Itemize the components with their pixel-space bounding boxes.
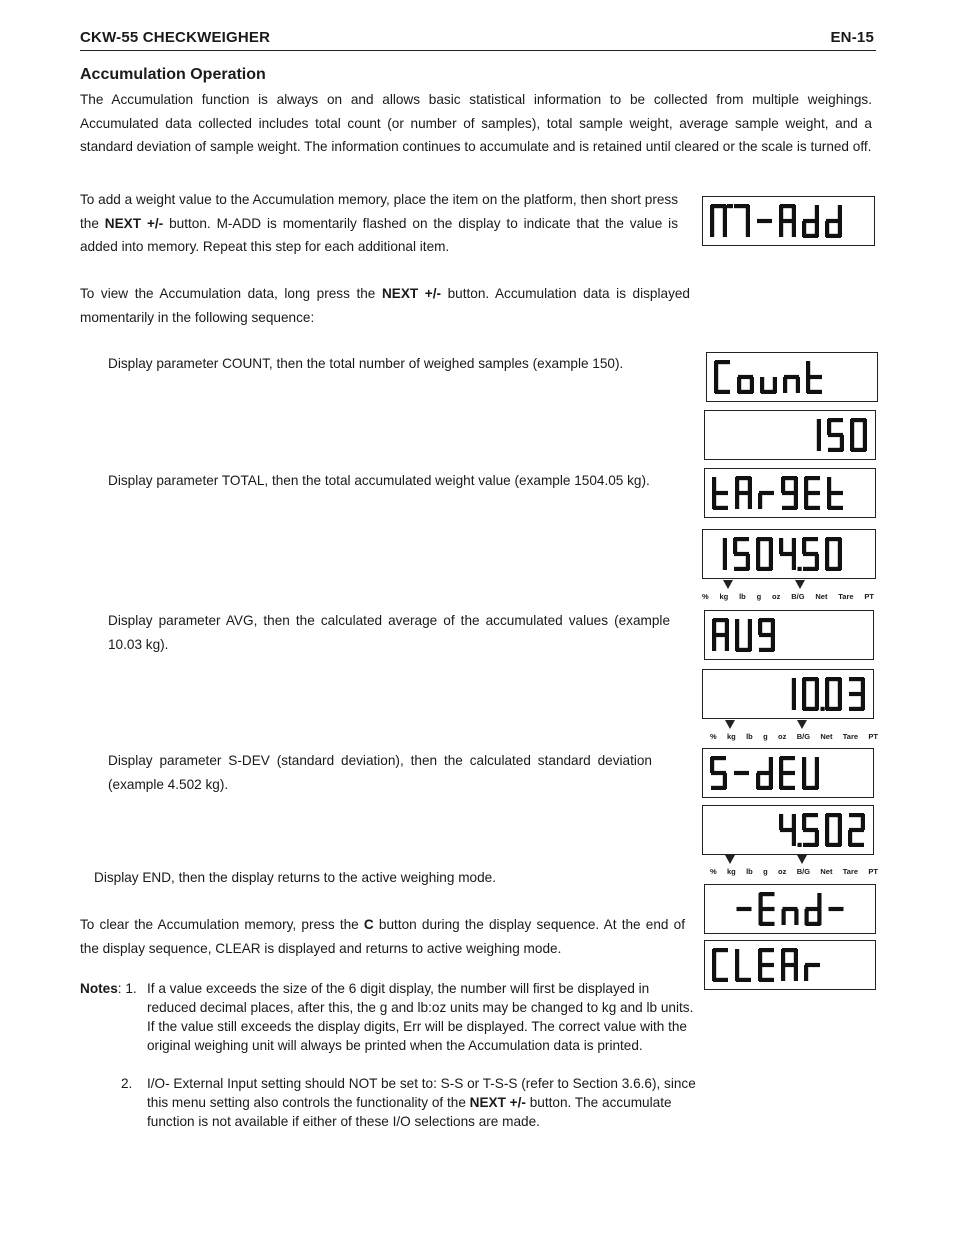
lcd-segment (829, 907, 844, 911)
unit-label: Tare (842, 867, 859, 876)
lcd-segment (850, 419, 854, 435)
lcd-segment (779, 757, 783, 773)
lcd-segment (804, 493, 808, 509)
lcd-segment (806, 361, 810, 377)
lcd-segment (792, 694, 796, 710)
lcd-segment (750, 377, 754, 393)
lcd-segment (817, 435, 821, 451)
lcd-total-value-digits (703, 530, 875, 578)
lcd-segment (825, 221, 829, 237)
lcd-segment (723, 773, 727, 789)
bg-indicator-arrow (797, 855, 807, 864)
lcd-segment (794, 965, 798, 981)
lcd-count-digits (707, 353, 877, 401)
bg-indicator-arrow (797, 720, 807, 729)
lcd-segment (863, 435, 867, 451)
lcd-segment (802, 773, 806, 789)
lcd-segment (756, 538, 760, 554)
lcd-segment (792, 554, 796, 570)
kg-indicator-arrow (725, 855, 735, 864)
lcd-segment (782, 909, 786, 925)
lcd-segment (769, 757, 773, 773)
lcd-madd (702, 196, 875, 246)
unit-label: g (756, 592, 762, 601)
note-2-number: 2. (121, 1076, 133, 1091)
lcd-target-digits (705, 469, 875, 517)
lcd-segment (734, 771, 749, 775)
header-left: CKW-55 CHECKWEIGHER (80, 29, 271, 46)
lcd-segment (794, 949, 798, 965)
unit-label: g (763, 867, 768, 876)
lcd-segment (804, 965, 808, 981)
lcd-segment (815, 205, 819, 221)
unit-indicator-row (710, 855, 878, 877)
lcd-segment (769, 773, 773, 789)
lcd-segment (735, 619, 739, 635)
lcd-segment (757, 219, 772, 223)
lcd-segment (825, 694, 829, 710)
lcd-segment (735, 477, 739, 493)
unit-label: oz (778, 732, 787, 741)
unit-label: Net (815, 592, 828, 601)
unit-label: B/G (796, 867, 811, 876)
kg-indicator-arrow (723, 580, 733, 589)
lcd-segment (825, 814, 829, 830)
lcd-segment (861, 678, 865, 694)
step-total: Display parameter TOTAL, then the total accumulated weight value (example 1504.05 kg). (108, 473, 650, 488)
unit-label: % (702, 592, 709, 601)
notes: Notes: 1. If a value exceeds the size of the 6 digit display, the number will first be displayed in reduced decimal places, after this, the g and lb:oz units may be changed to kg and lb units. If the value still exceeds the display digits, Err will be displayed. The correct value with the original weighing unit will always be printed when the Accumulation data is printed. 2. I/O- External Input setting should NOT be set to: S-S or T-S-S (refer to Section 3.6.6), since this menu setting also controls the functionality of the NEXT +/- button. The accumulate function is not available if either of these I/O selections are made. (80, 979, 700, 1131)
notes-label: Notes (80, 981, 118, 996)
unit-label: g (763, 732, 768, 741)
lcd-segment (723, 538, 727, 554)
lcd-segment (727, 204, 733, 208)
lcd-count-value (704, 410, 876, 460)
lcd-sdev (702, 748, 874, 798)
bg-indicator-arrow (795, 580, 805, 589)
lcd-clear (704, 940, 876, 990)
unit-label: kg (727, 867, 736, 876)
lcd-segment (758, 493, 762, 509)
lcd-segment (723, 221, 727, 237)
lcd-segment (712, 619, 716, 635)
lcd-segment (712, 635, 716, 651)
lcd-segment (827, 419, 831, 435)
unit-label: lb (746, 867, 753, 876)
lcd-segment (712, 949, 716, 965)
lcd-segment (725, 619, 729, 635)
unit-label: Net (820, 867, 833, 876)
unit-label: lb (746, 732, 753, 741)
next-button-ref: NEXT +/- (381, 286, 442, 301)
lcd-segment (802, 694, 806, 710)
lcd-segment (783, 377, 787, 393)
lcd-segment (792, 205, 796, 221)
lcd-sdev-digits (703, 749, 873, 797)
lcd-segment (779, 814, 783, 830)
unit-label: PT (868, 867, 878, 876)
lcd-sdev-value-digits (703, 806, 873, 854)
step-count: Display parameter COUNT, then the total number of weighed samples (example 150). (108, 356, 624, 371)
lcd-segment (769, 538, 773, 554)
lcd-segment (779, 221, 783, 237)
lcd-segment (827, 493, 831, 509)
lcd-segment (861, 814, 865, 830)
lcd-segment (792, 830, 796, 846)
lcd-segment (712, 965, 716, 981)
lcd-segment (781, 477, 785, 493)
lcd-avg-value-digits (703, 670, 873, 718)
lcd-segment (723, 554, 727, 570)
unit-label: Tare (842, 732, 859, 741)
lcd-segment (771, 619, 775, 635)
lcd-segment (815, 221, 819, 237)
lcd-segment (838, 538, 842, 554)
lcd-segment (735, 493, 739, 509)
lcd-segment (805, 909, 809, 925)
lcd-segment (759, 893, 763, 909)
lcd-segment (735, 949, 739, 965)
lcd-segment (756, 773, 760, 789)
lcd-segment (796, 377, 800, 393)
lcd-segment (815, 694, 819, 710)
lcd-segment (712, 477, 716, 493)
lcd-avg (704, 610, 874, 660)
lcd-segment (838, 678, 842, 694)
lcd-segment (769, 554, 773, 570)
lcd-segment (792, 538, 796, 554)
lcd-segment (710, 221, 714, 237)
lcd-segment (748, 619, 752, 635)
lcd-segment (748, 493, 752, 509)
lcd-segment (825, 538, 829, 554)
unit-label: oz (772, 592, 781, 601)
header-rule (80, 50, 876, 51)
unit-label: Net (820, 732, 833, 741)
lcd-segment (779, 205, 783, 221)
lcd-segment (838, 830, 842, 846)
lcd-segment (817, 909, 821, 925)
lcd-segment (840, 435, 844, 451)
view-paragraph: To view the Accumulation data, long press the NEXT +/- button. Accumulation data is displayed momentarily in the following sequence: (80, 286, 690, 325)
header-page-number: EN-15 (830, 29, 874, 46)
unit-label: kg (719, 592, 729, 601)
unit-label: PT (868, 732, 878, 741)
lcd-segment (710, 205, 714, 221)
lcd-segment (815, 773, 819, 789)
lcd-avg-value (702, 669, 874, 719)
lcd-segment (759, 909, 763, 925)
unit-label: % (710, 732, 717, 741)
lcd-segment (779, 538, 783, 554)
lcd-segment (838, 554, 842, 570)
lcd-segment (825, 830, 829, 846)
lcd-segment (825, 554, 829, 570)
lcd-segment (838, 694, 842, 710)
lcd-segment (756, 554, 760, 570)
lcd-sdev-value (702, 805, 874, 855)
lcd-segment (746, 221, 750, 237)
lcd-segment (802, 678, 806, 694)
lcd-segment (760, 377, 764, 393)
lcd-segment (863, 419, 867, 435)
kg-indicator-arrow (725, 720, 735, 729)
lcd-segment (710, 757, 714, 773)
lcd-segment (815, 757, 819, 773)
lcd-segment (781, 949, 785, 965)
lcd-end-digits (705, 885, 875, 933)
lcd-segment (838, 814, 842, 830)
c-button-ref: C (363, 917, 374, 932)
lcd-segment (794, 493, 798, 509)
unit-label: B/G (791, 592, 805, 601)
lcd-segment (723, 205, 727, 221)
lcd-segment (817, 419, 821, 435)
lcd-segment (804, 477, 808, 493)
lcd-segment (779, 773, 783, 789)
unit-label: B/G (796, 732, 811, 741)
lcd-segment (815, 678, 819, 694)
lcd-count-value-digits (705, 411, 875, 459)
lcd-segment (850, 435, 854, 451)
lcd-segment (792, 678, 796, 694)
lcd-clear-digits (705, 941, 875, 989)
lcd-target (704, 468, 876, 518)
section-title: Accumulation Operation (80, 66, 266, 83)
lcd-avg-digits (705, 611, 873, 659)
lcd-segment (737, 907, 752, 911)
unit-indicator-row (710, 720, 878, 742)
lcd-segment (838, 221, 842, 237)
lcd-segment (838, 205, 842, 221)
lcd-segment (861, 694, 865, 710)
lcd-segment (821, 707, 825, 711)
lcd-segment (792, 221, 796, 237)
unit-label: Tare (838, 592, 854, 601)
lcd-segment (781, 965, 785, 981)
step-sdev: Display parameter S-DEV (standard deviation), then the calculated standard deviation (example 4.502 kg). (108, 753, 652, 792)
unit-label: PT (864, 592, 874, 601)
lcd-segment (798, 843, 802, 847)
lcd-segment (758, 619, 762, 635)
lcd-segment (771, 635, 775, 651)
lcd-segment (733, 538, 737, 554)
unit-indicator-row (702, 580, 874, 602)
lcd-total-value (702, 529, 876, 579)
lcd-segment (806, 377, 810, 393)
lcd-segment (825, 678, 829, 694)
lcd-segment (746, 205, 750, 221)
lcd-segment (815, 554, 819, 570)
lcd-segment (714, 361, 718, 377)
lcd-segment (794, 909, 798, 925)
note-2-text: I/O- External Input setting should NOT be set to: S-S or T-S-S (refer to Section 3.6.6), since this menu setting also controls the functionality of the NEXT +/- button. The accumulate function is not available if either of these I/O selections are made. (147, 1076, 696, 1129)
lcd-segment (773, 377, 777, 393)
lcd-segment (748, 635, 752, 651)
lcd-segment (758, 965, 762, 981)
lcd-segment (737, 377, 741, 393)
lcd-segment (802, 814, 806, 830)
next-button-ref: NEXT +/- (104, 215, 164, 231)
lcd-segment (792, 814, 796, 830)
step-end: Display END, then the display returns to the active weighing mode. (94, 870, 496, 885)
lcd-segment (725, 635, 729, 651)
lcd-segment (827, 477, 831, 493)
unit-label: lb (739, 592, 746, 601)
lcd-segment (746, 554, 750, 570)
lcd-segment (802, 221, 806, 237)
lcd-segment (815, 830, 819, 846)
lcd-segment (714, 377, 718, 393)
clear-paragraph: To clear the Accumulation memory, press the C button during the display sequence. At the end of the display sequence, CLEAR is displayed and returns to active weighing mode. (80, 917, 685, 956)
lcd-segment (798, 567, 802, 571)
lcd-segment (758, 949, 762, 965)
note-1-text: If a value exceeds the size of the 6 digit display, the number will first be displayed in reduced decimal places, after this, the g and lb:oz units may be changed to kg and lb units. If the value still exceeds the display digits, Err will be displayed. The correct value with the original weighing unit will always be printed when the Accumulation data is printed. (147, 981, 694, 1053)
next-button-ref: NEXT +/- (469, 1095, 526, 1110)
unit-label: kg (727, 732, 736, 741)
step-avg: Display parameter AVG, then the calculated average of the accumulated values (example 10.03 kg). (108, 613, 670, 652)
lcd-segment (735, 635, 739, 651)
add-paragraph: To add a weight value to the Accumulation memory, place the item on the platform, then short press the NEXT +/- button. M-ADD is momentarily flashed on the display to indicate that the value is added into memory. Repeat this step for each additional item. (80, 192, 678, 254)
lcd-end (704, 884, 876, 934)
lcd-count (706, 352, 878, 402)
unit-label: % (710, 867, 717, 876)
lcd-segment (848, 830, 852, 846)
lcd-segment (802, 757, 806, 773)
lcd-segment (735, 965, 739, 981)
lcd-segment (748, 477, 752, 493)
lcd-segment (712, 493, 716, 509)
lcd-segment (794, 477, 798, 493)
intro-paragraph: The Accumulation function is always on and allows basic statistical information to be collected from multiple weighings. Accumulated data collected includes total count (or number of samples), total sample weight, average sample weight, and a standard deviation of sample weight. The information continues to accumulate and is retained until cleared or the scale is turned off. (80, 92, 872, 154)
unit-label: oz (778, 867, 787, 876)
lcd-segment (817, 893, 821, 909)
lcd-segment (802, 538, 806, 554)
lcd-madd-digits (703, 197, 874, 245)
